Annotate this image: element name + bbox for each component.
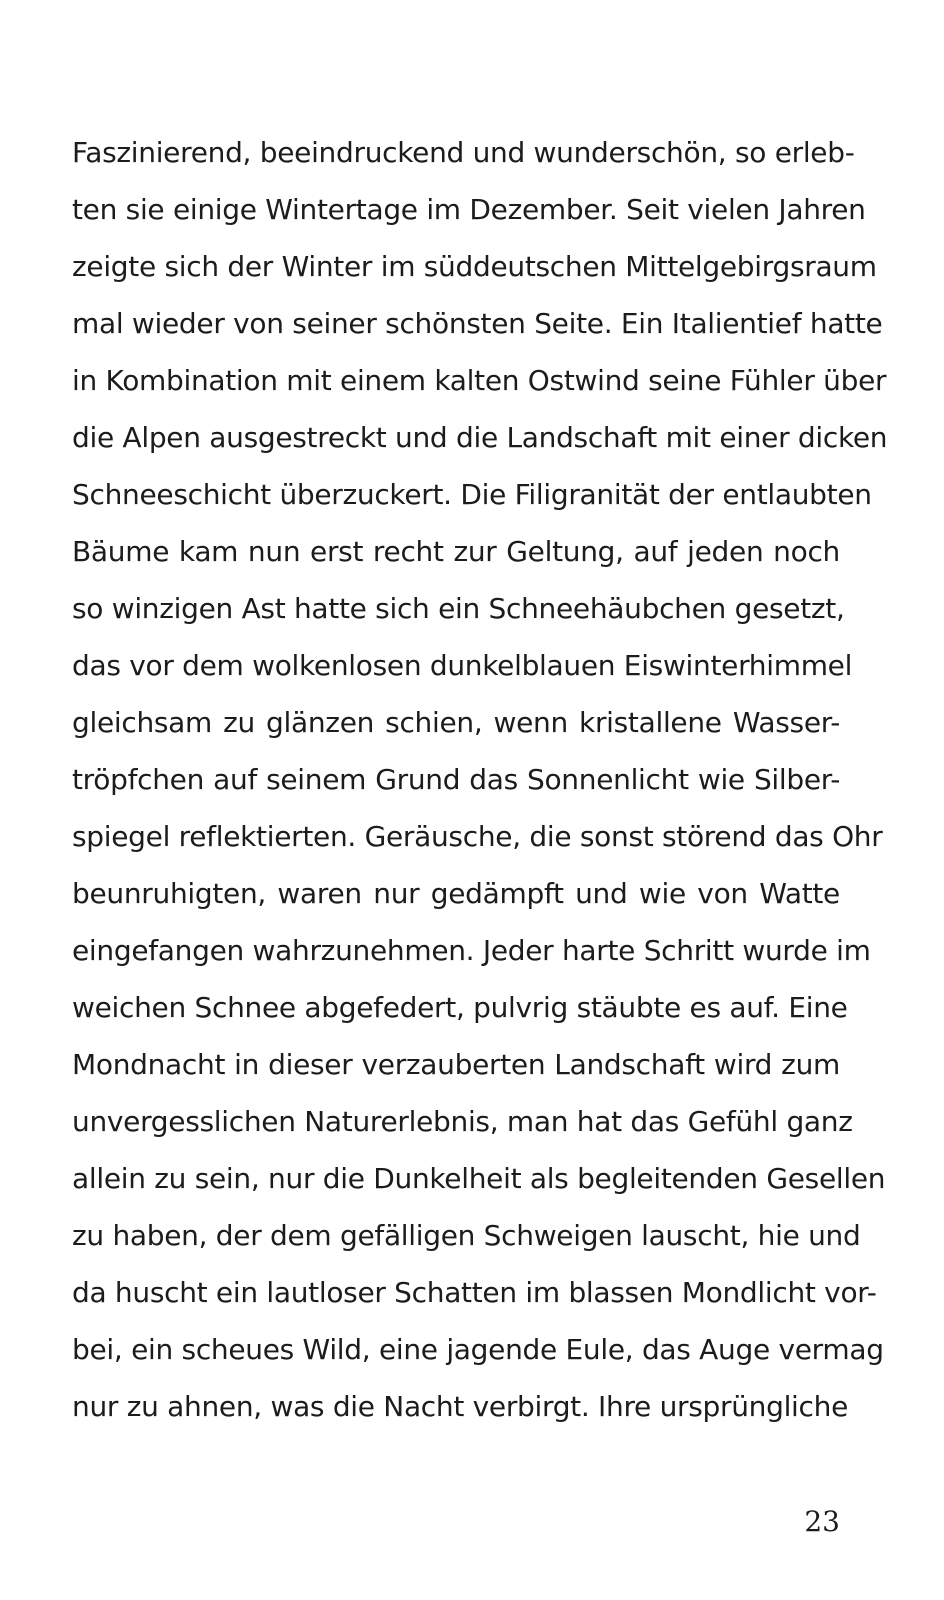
text-line: bei, ein scheues Wild, eine jagende Eule, das Auge vermag bbox=[72, 1333, 884, 1366]
text-line: die Alpen ausgestreckt und die Landschaft mit einer dicken bbox=[72, 421, 888, 454]
text-line: weichen Schnee abgefedert, pulvrig stäubte es auf. Eine bbox=[72, 991, 848, 1024]
text-line: eingefangen wahrzunehmen. Jeder harte Schritt wurde im bbox=[72, 934, 871, 967]
text-line: ten sie einige Wintertage im Dezember. Seit vielen Jahren bbox=[72, 193, 866, 226]
body-text bbox=[72, 124, 888, 1435]
text-line: unvergesslichen Naturerlebnis, man hat das Gefühl ganz bbox=[72, 1105, 853, 1138]
text-line: allein zu sein, nur die Dunkelheit als begleitenden Gesellen bbox=[72, 1162, 886, 1195]
text-line: tröpfchen auf seinem Grund das Sonnenlicht wie Silber- bbox=[72, 763, 840, 796]
text-line: mal wieder von seiner schönsten Seite. Ein Italientief hatte bbox=[72, 307, 883, 340]
text-line: das vor dem wolkenlosen dunkelblauen Eiswinterhimmel bbox=[72, 649, 853, 682]
text-line: Mondnacht in dieser verzauberten Landschaft wird zum bbox=[72, 1048, 840, 1081]
text-line: Bäume kam nun erst recht zur Geltung, auf jeden noch bbox=[72, 535, 840, 568]
text-line: zeigte sich der Winter im süddeutschen Mittelgebirgsraum bbox=[72, 250, 877, 283]
text-line: beunruhigten, waren nur gedämpft und wie von Watte bbox=[72, 877, 840, 910]
text-line: zu haben, der dem gefälligen Schweigen lauscht, hie und bbox=[72, 1219, 861, 1252]
text-line: gleichsam zu glänzen schien, wenn kristallene Wasser- bbox=[72, 706, 840, 739]
text-line: Faszinierend, beeindruckend und wunderschön, so erleb- bbox=[72, 136, 855, 169]
text-line: in Kombination mit einem kalten Ostwind seine Fühler über bbox=[72, 364, 887, 397]
page-number: 23 bbox=[804, 1505, 840, 1538]
text-line: so winzigen Ast hatte sich ein Schneehäubchen gesetzt, bbox=[72, 592, 845, 625]
text-line: spiegel reflektierten. Geräusche, die sonst störend das Ohr bbox=[72, 820, 883, 853]
text-line: da huscht ein lautloser Schatten im blassen Mondlicht vor- bbox=[72, 1276, 877, 1309]
text-line: nur zu ahnen, was die Nacht verbirgt. Ihre ursprüngliche bbox=[72, 1390, 849, 1423]
text-line: Schneeschicht überzuckert. Die Filigranität der entlaubten bbox=[72, 478, 872, 511]
